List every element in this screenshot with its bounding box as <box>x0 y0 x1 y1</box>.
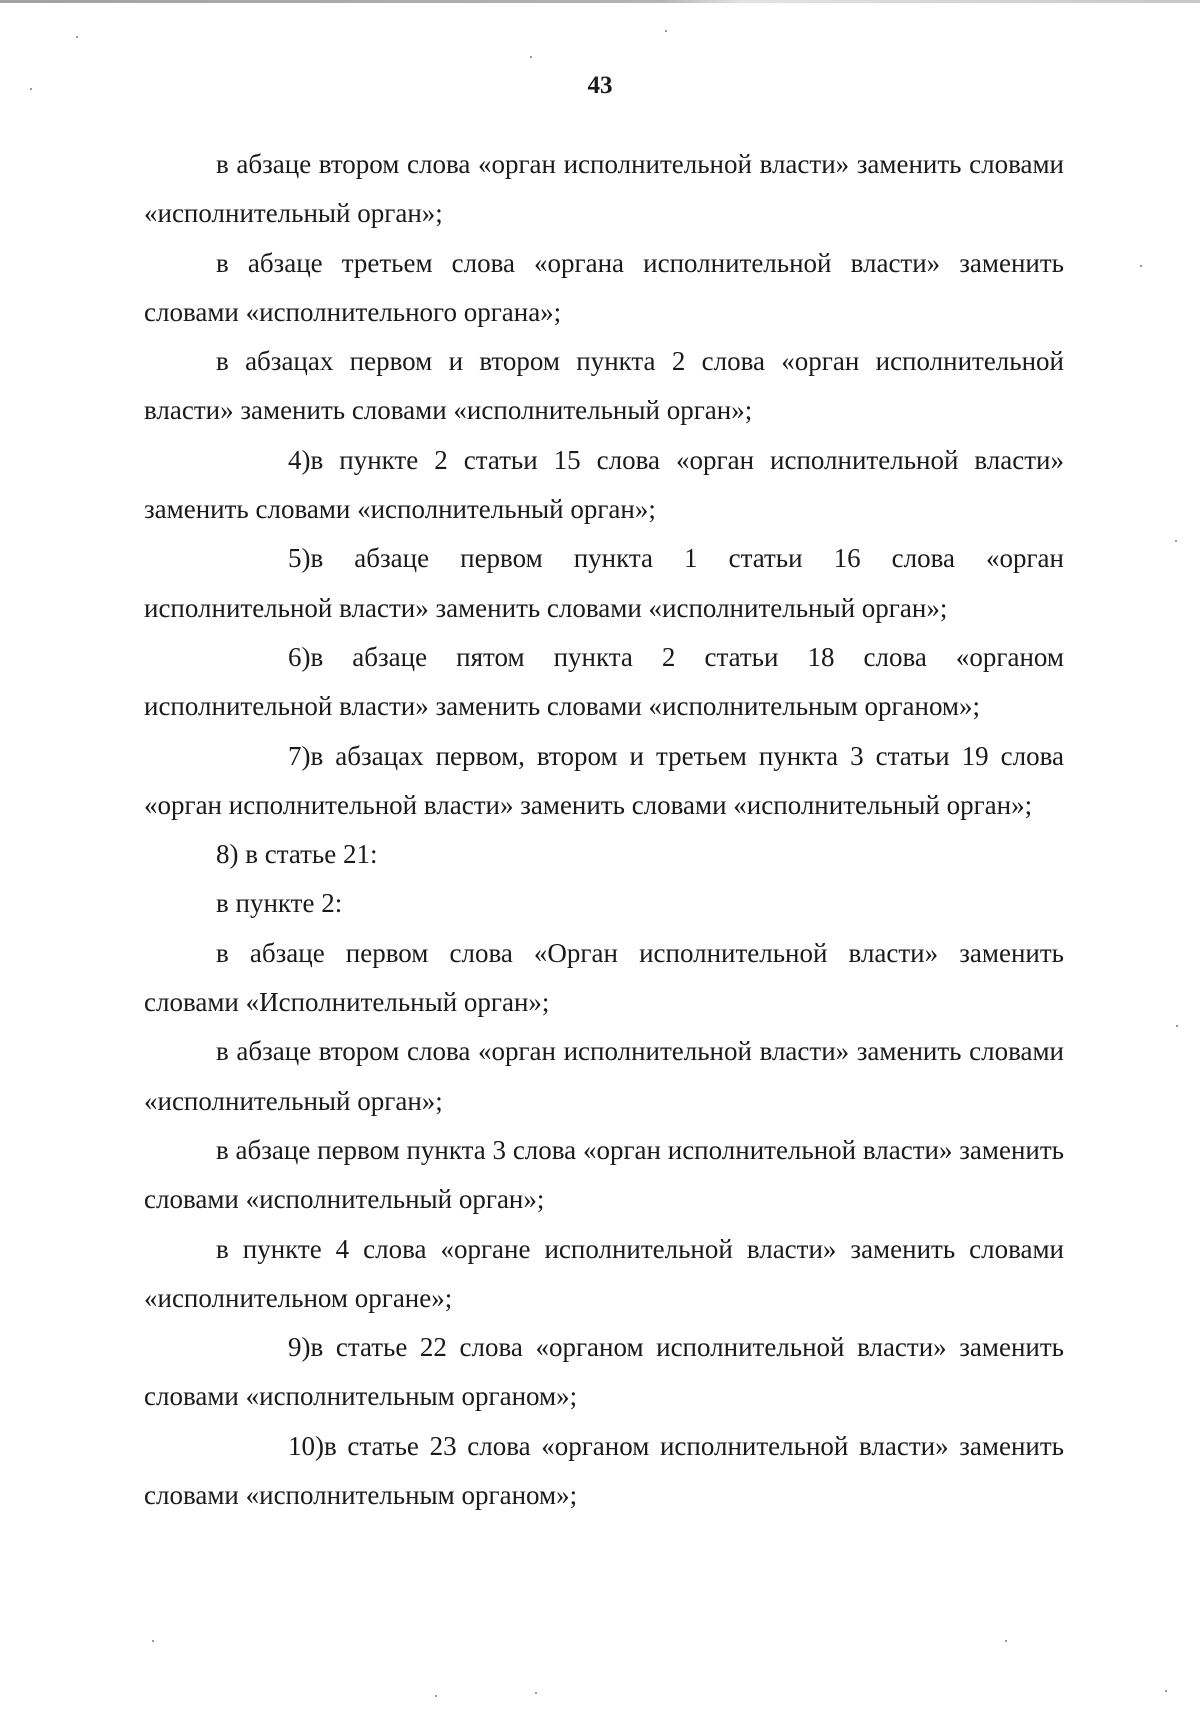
numbered-paragraph: 5)в абзаце первом пункта 1 статьи 16 слова «орган исполнительной власти» заменить словами «исполнительный орган»; <box>144 534 1064 633</box>
item-number: 4) <box>288 444 311 475</box>
scan-speck <box>152 1640 154 1642</box>
numbered-paragraph: 10)в статье 23 слова «органом исполнительной власти» заменить словами «исполнительным органом»; <box>144 1422 1064 1521</box>
scan-speck <box>76 36 78 38</box>
scan-speck <box>1005 1640 1007 1642</box>
paragraph: в абзаце третьем слова «органа исполнительной власти» заменить словами «исполнительного органа»; <box>144 247 1064 327</box>
paragraph: в абзацах первом и втором пункта 2 слова «орган исполнительной власти» заменить словами «исполнительный орган»; <box>144 346 1064 426</box>
paragraph: 8) в статье 21: <box>216 839 378 870</box>
numbered-paragraph: 7)в абзацах первом, втором и третьем пункта 3 статьи 19 слова «орган исполнительной власти» заменить словами «исполнительный орган»; <box>144 732 1064 831</box>
scan-top-edge <box>0 0 1200 3</box>
scan-speck <box>535 1692 537 1694</box>
paragraph: в пункте 4 слова «органе исполнительной власти» заменить словами «исполнительном органе»; <box>144 1233 1064 1313</box>
numbered-paragraph: 9)в статье 22 слова «органом исполнительной власти» заменить словами «исполнительным органом»; <box>144 1323 1064 1422</box>
paragraph: в абзаце первом слова «Орган исполнительной власти» заменить словами «Исполнительный орган»; <box>144 937 1064 1018</box>
numbered-paragraph: 4)в пункте 2 статьи 15 слова «орган исполнительной власти» заменить словами «исполнительный орган»; <box>144 436 1064 535</box>
scan-speck <box>665 30 667 32</box>
page-number: 43 <box>587 72 613 99</box>
item-number: 10) <box>288 1430 324 1461</box>
document-body <box>144 140 1064 1520</box>
item-number: 9) <box>288 1332 311 1363</box>
scan-speck <box>1175 540 1177 542</box>
item-number: 5) <box>288 543 311 574</box>
paragraph: в абзаце втором слова «орган исполнительной власти» заменить словами «исполнительный орган»; <box>144 1036 1064 1116</box>
scan-speck <box>1165 1690 1167 1692</box>
paragraph: в абзаце первом пункта 3 слова «орган исполнительной власти» заменить словами «исполнительный орган»; <box>144 1134 1064 1215</box>
scan-speck <box>1176 1025 1178 1027</box>
scan-speck <box>1140 265 1142 267</box>
item-number: 6) <box>288 641 311 672</box>
numbered-paragraph: 6)в абзаце пятом пункта 2 статьи 18 слова «органом исполнительной власти» заменить словами «исполнительным органом»; <box>144 633 1064 732</box>
item-number: 7) <box>288 740 311 771</box>
scan-speck <box>435 1695 437 1697</box>
paragraph: в абзаце втором слова «орган исполнительной власти» заменить словами «исполнительный орган»; <box>144 149 1064 229</box>
paragraph: в пункте 2: <box>216 888 343 919</box>
scan-speck <box>530 56 532 58</box>
scan-speck <box>30 88 32 90</box>
